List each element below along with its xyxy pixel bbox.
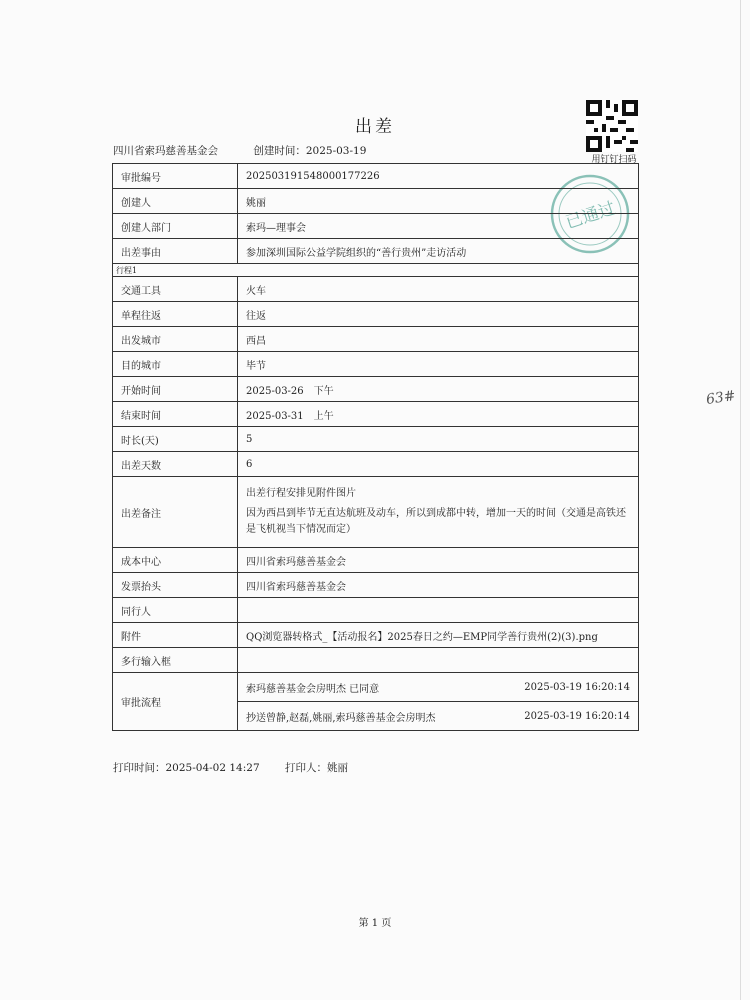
field-label: 创建人部门 [113, 214, 238, 239]
duration-days: 5 [238, 427, 639, 452]
approval-step-text: 索玛慈善基金会房明杰 已同意 [246, 683, 380, 695]
field-label: 交通工具 [113, 277, 238, 302]
field-label: 创建人 [113, 189, 238, 214]
form-row [113, 548, 639, 573]
form-row [113, 402, 639, 427]
document-title: 出差 [355, 117, 395, 137]
trip-reason: 参加深圳国际公益学院组织的“善行贵州”走访活动 [238, 239, 639, 264]
field-label: 开始时间 [113, 377, 238, 402]
destination-city: 毕节 [238, 352, 639, 377]
print-time: 打印时间：2025-04-02 14:27 [113, 762, 260, 774]
approval-step [238, 673, 638, 701]
start-time: 2025-03-26 下午 [238, 377, 639, 402]
org-name: 四川省索玛慈善基金会 [113, 145, 218, 157]
svg-text:已通过: 已通过 [563, 198, 618, 234]
field-label: 成本中心 [113, 548, 238, 573]
section-label: 行程1 [113, 264, 639, 277]
approval-step-text: 抄送曾静,赵磊,姚丽,索玛慈善基金会房明杰 [246, 712, 436, 724]
field-label: 审批编号 [113, 164, 238, 189]
form-row [113, 239, 639, 264]
attachment-file: QQ浏览器转格式_【活动报名】2025春日之约—EMP同学善行贵州(2)(3).png [238, 623, 639, 648]
field-label: 同行人 [113, 598, 238, 623]
print-info [113, 760, 370, 775]
scan-edge [740, 0, 741, 1000]
form-row [113, 327, 639, 352]
field-label: 发票抬头 [113, 573, 238, 598]
form-row [113, 648, 639, 673]
field-label: 单程往返 [113, 302, 238, 327]
form-row [113, 164, 639, 189]
field-label: 多行输入框 [113, 648, 238, 673]
invoice-title: 四川省索玛慈善基金会 [238, 573, 639, 598]
approval-step-time: 2025-03-19 16:20:14 [524, 710, 630, 722]
approval-number: 202503191548000177226 [238, 164, 639, 189]
creator-name: 姚丽 [238, 189, 639, 214]
form-row [113, 214, 639, 239]
page-number: 第 1 页 [358, 918, 392, 929]
qr-caption: 用钉钉扫码 [591, 155, 637, 165]
trip-remarks [238, 477, 639, 548]
field-label: 目的城市 [113, 352, 238, 377]
field-label: 出发城市 [113, 327, 238, 352]
form-row [113, 427, 639, 452]
handwritten-note: 63# [705, 388, 737, 408]
form-row [113, 673, 639, 731]
approval-step [238, 701, 638, 730]
approval-flow [238, 673, 639, 731]
form-row [113, 277, 639, 302]
form-row [113, 377, 639, 402]
trip-type: 往返 [238, 302, 639, 327]
printer: 打印人：姚丽 [284, 762, 348, 774]
field-label: 附件 [113, 623, 238, 648]
form-row [113, 302, 639, 327]
trip-days: 6 [238, 452, 639, 477]
form-row [113, 189, 639, 214]
remark-line: 因为西昌到毕节无直达航班及动车，所以到成都中转，增加一天的时间（交通是高铁还是飞机视当下情况而定） [246, 508, 626, 535]
form-row [113, 623, 639, 648]
form-row [113, 598, 639, 623]
cost-center: 四川省索玛慈善基金会 [238, 548, 639, 573]
field-label: 结束时间 [113, 402, 238, 427]
companions [238, 598, 639, 623]
remark-line: 出差行程安排见附件图片 [246, 488, 356, 499]
transport-mode: 火车 [238, 277, 639, 302]
form-row [113, 452, 639, 477]
end-time: 2025-03-31 上午 [238, 402, 639, 427]
field-label: 出差备注 [113, 477, 238, 548]
form-row [113, 573, 639, 598]
multiline-input [238, 648, 639, 673]
creator-department: 索玛—理事会 [238, 214, 639, 239]
travel-form [112, 163, 639, 731]
created-time: 创建时间：2025-03-19 [253, 145, 367, 157]
departure-city: 西昌 [238, 327, 639, 352]
approval-step-time: 2025-03-19 16:20:14 [524, 681, 630, 693]
form-row [113, 477, 639, 548]
field-label: 审批流程 [113, 673, 238, 731]
field-label: 时长(天) [113, 427, 238, 452]
field-label: 出差天数 [113, 452, 238, 477]
form-row [113, 352, 639, 377]
org-header [113, 143, 398, 158]
section-header [113, 264, 639, 277]
qr-code-icon [586, 100, 638, 152]
field-label: 出差事由 [113, 239, 238, 264]
